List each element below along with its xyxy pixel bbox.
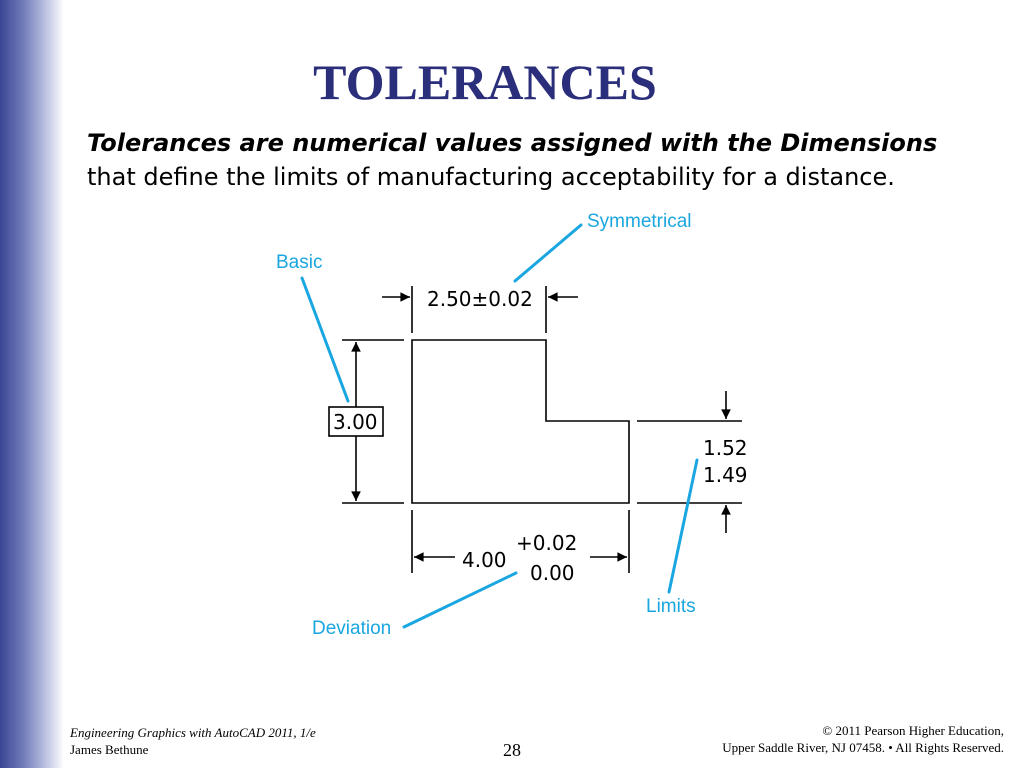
footer-book-info <box>70 724 316 758</box>
callout-limits: Limits <box>646 596 696 617</box>
footer-copyright <box>722 722 1004 756</box>
basic-value: 3.00 <box>333 410 378 434</box>
callout-deviation: Deviation <box>312 618 392 639</box>
deviation-base-value: 4.00 <box>462 548 507 572</box>
callout-basic: Basic <box>276 252 323 273</box>
intro-lead-text: Tolerances are numerical values assigned with the Dimensions <box>87 129 938 157</box>
deviation-minus-value: 0.00 <box>530 561 575 585</box>
deviation-leader <box>404 573 516 627</box>
basic-leader <box>302 278 348 401</box>
limit-upper-value: 1.52 <box>703 436 748 460</box>
intro-rest-text: that define the limits of manufacturing acceptability for a distance. <box>87 163 895 191</box>
footer-book-title: Engineering Graphics with AutoCAD 2011, 1/e <box>70 725 316 740</box>
callout-symmetrical: Symmetrical <box>587 211 692 232</box>
deviation-plus-value: +0.02 <box>516 531 578 555</box>
limit-lower-value: 1.49 <box>703 463 748 487</box>
copyright-line-2: Upper Saddle River, NJ 07458. • All Rights Reserved. <box>722 740 1004 755</box>
copyright-line-1: © 2011 Pearson Higher Education, <box>822 723 1004 738</box>
limits-leader <box>669 460 697 592</box>
symmetrical-leader <box>515 225 581 281</box>
slide-title: TOLERANCES <box>313 54 657 110</box>
symmetrical-value: 2.50±0.02 <box>427 287 533 311</box>
part-outline <box>412 340 629 503</box>
page-number: 28 <box>503 740 521 760</box>
footer-author: James Bethune <box>70 742 149 757</box>
